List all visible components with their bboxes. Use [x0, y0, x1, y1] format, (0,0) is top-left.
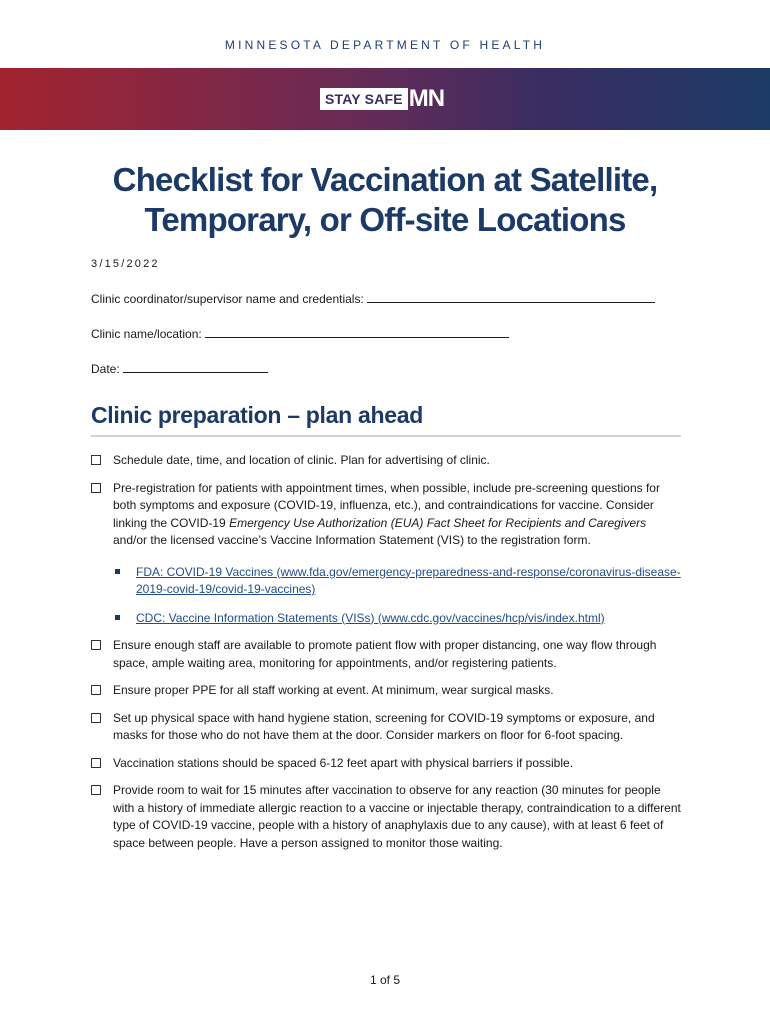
resource-link-item	[113, 564, 683, 599]
coordinator-input-line[interactable]	[367, 291, 655, 303]
eua-fact-sheet-text: Emergency Use Authorization (EUA) Fact Sheet for Recipients and Caregivers	[229, 515, 647, 530]
checklist-item-preregistration	[91, 480, 683, 628]
checklist-item-waiting-room	[91, 782, 683, 852]
fda-link[interactable]: FDA: COVID-19 Vaccines (www.fda.gov/emergency-preparedness-and-response/coronavirus-disease-2019-covid-19/covid-19-vaccines)	[136, 564, 681, 596]
item-text: Schedule date, time, and location of clinic. Plan for advertising of clinic.	[113, 453, 490, 467]
item-text: Pre-registration for patients with appointment times, when possible, include pre-screening questions for both symptoms and exposure (COVID-19, influenza, etc.), and contraindications for vaccine. Consider linking the COVID-19	[113, 480, 660, 530]
header-banner	[0, 68, 770, 130]
checklist-item-schedule	[91, 452, 683, 470]
coordinator-field	[91, 291, 655, 306]
square-bullet-icon	[115, 569, 120, 574]
date-input-line[interactable]	[123, 361, 268, 373]
square-bullet-icon	[115, 615, 120, 620]
section-heading: Clinic preparation – plan ahead	[91, 402, 681, 437]
resource-links	[113, 564, 683, 628]
item-text: Ensure proper PPE for all staff working at event. At minimum, wear surgical masks.	[113, 683, 554, 697]
resource-link-item	[113, 610, 683, 628]
checkbox[interactable]	[91, 685, 101, 695]
checkbox[interactable]	[91, 785, 101, 795]
stay-safe-mn-logo	[320, 87, 444, 111]
item-text: Provide room to wait for 15 minutes after vaccination to observe for any reaction (30 minutes for people with a history of immediate allergic reaction to a vaccine or injectable therapy, contraindication to a different type of COVID-19 vaccine, people with a history of anaphylaxis due to any cause), with at least 6 feet of space between people. Have a person assigned to monitor those waiting.	[113, 783, 681, 850]
document-date: 3/15/2022	[91, 258, 160, 270]
checklist-item-staff	[91, 637, 683, 672]
checklist-item-ppe	[91, 682, 683, 700]
page-title-line-1: Checklist for Vaccination at Satellite,	[112, 161, 658, 198]
checkbox[interactable]	[91, 758, 101, 768]
item-text-continued: and/or the licensed vaccine’s Vaccine Information Statement (VIS) to the registration form.	[113, 533, 591, 547]
checkbox[interactable]	[91, 640, 101, 650]
agency-name: MINNESOTA DEPARTMENT OF HEALTH	[224, 38, 546, 52]
checklist	[91, 452, 683, 862]
logo-mn-text: MN	[408, 85, 445, 112]
location-field	[91, 326, 509, 341]
page-number: 1 of 5	[369, 973, 401, 987]
coordinator-label: Clinic coordinator/supervisor name and credentials:	[91, 292, 364, 306]
checkbox[interactable]	[91, 713, 101, 723]
cdc-link[interactable]: CDC: Vaccine Information Statements (VISs) (www.cdc.gov/vaccines/hcp/vis/index.html)	[136, 610, 605, 625]
date-field	[91, 361, 268, 376]
item-text: Set up physical space with hand hygiene station, screening for COVID-19 symptoms or exposure, and masks for those who do not have them at the door. Consider markers on floor for 6-foot spacing.	[113, 710, 655, 742]
checkbox[interactable]	[91, 483, 101, 493]
item-text: Ensure enough staff are available to promote patient flow with proper distancing, one way flow through space, ample waiting area, monitoring for appointments, and/or registering patients.	[113, 638, 657, 670]
page-title-line-2: Temporary, or Off-site Locations	[144, 201, 626, 238]
item-text: Vaccination stations should be spaced 6-12 feet apart with physical barriers if possible.	[113, 755, 574, 770]
checklist-item-station-spacing	[91, 755, 683, 773]
page-title	[60, 160, 710, 240]
location-input-line[interactable]	[205, 326, 509, 338]
date-label: Date:	[91, 362, 120, 376]
logo-stay-safe-text: STAY SAFE	[320, 88, 408, 110]
location-label: Clinic name/location:	[91, 327, 202, 341]
checkbox[interactable]	[91, 455, 101, 465]
checklist-item-physical-space	[91, 710, 683, 745]
